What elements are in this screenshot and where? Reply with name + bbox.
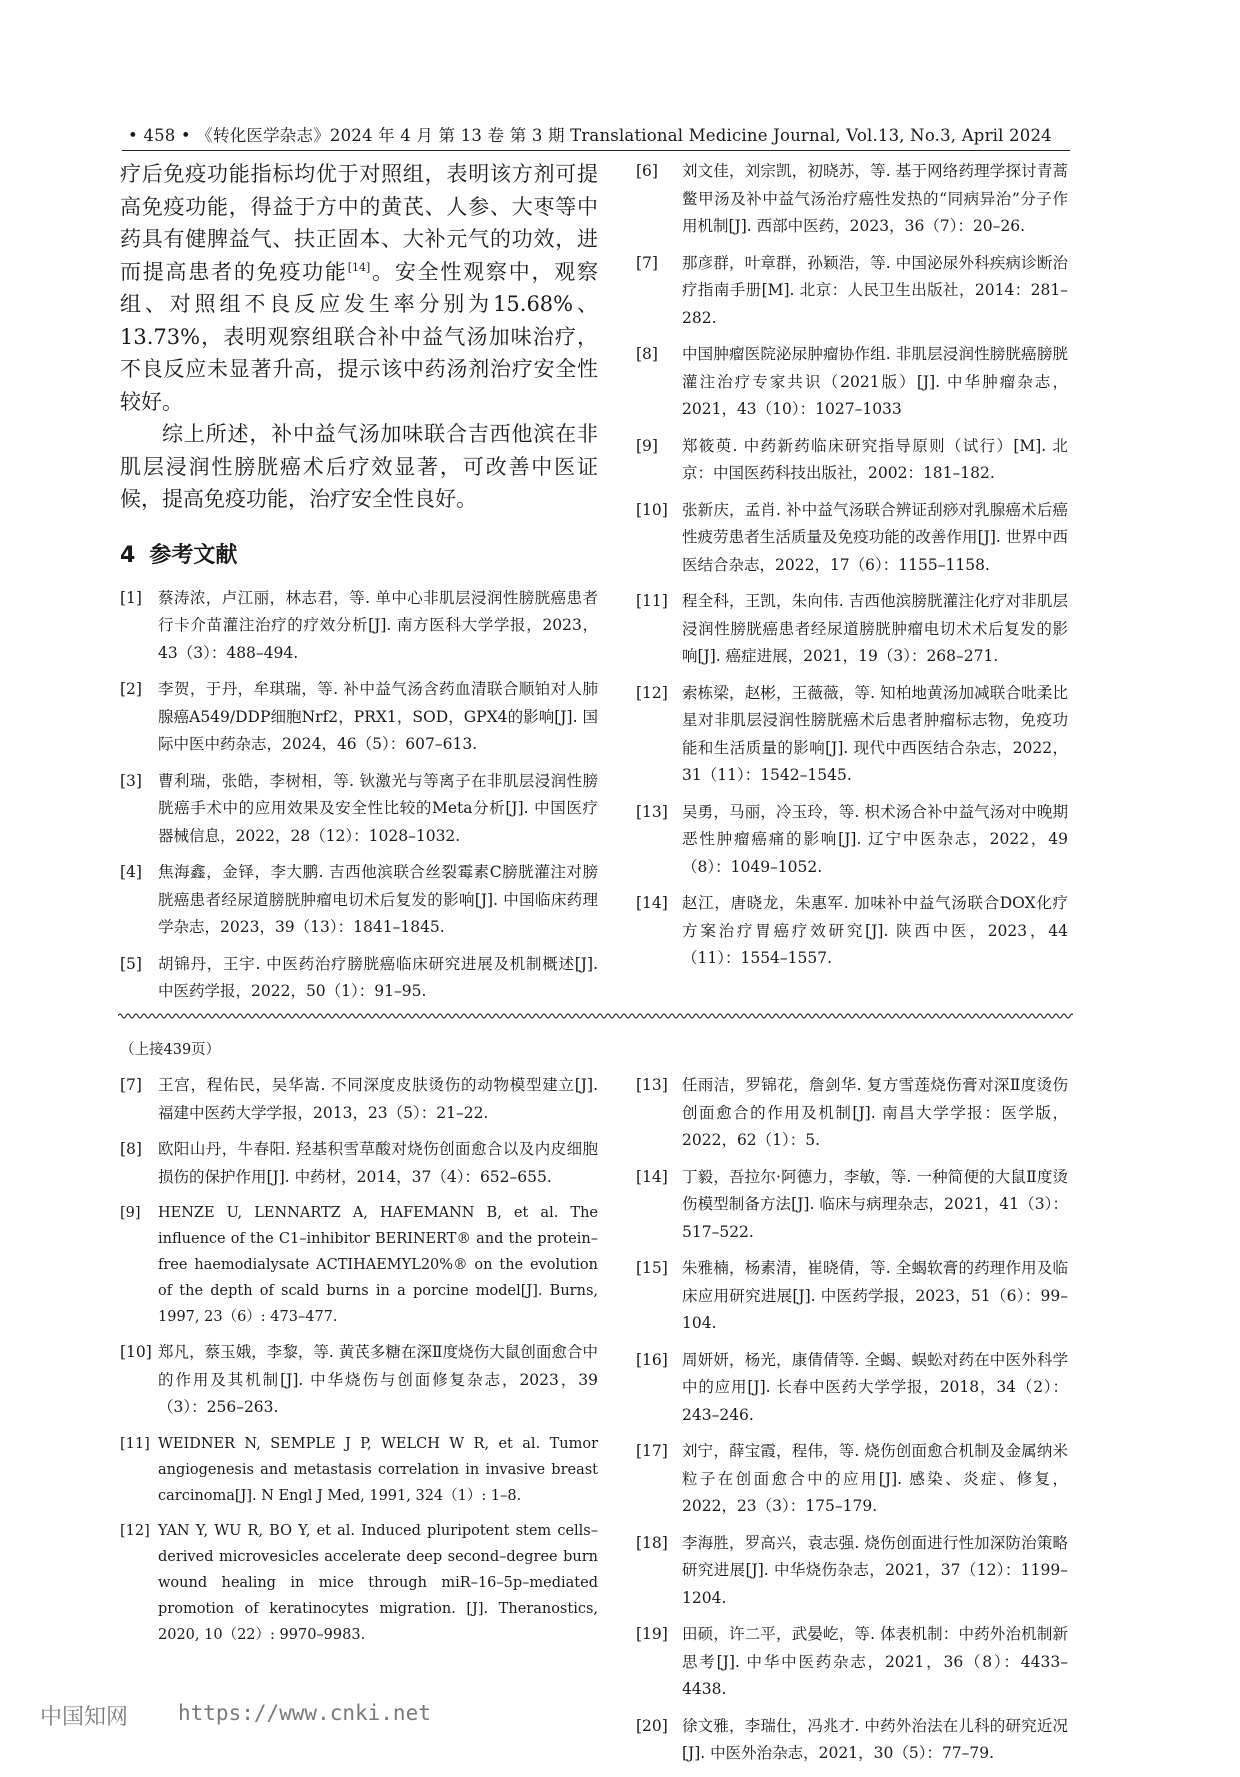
reference-item [120, 1339, 598, 1422]
reference-text: 那彦群，叶章群，孙颖浩，等. 中国泌尿外科疾病诊断治疗指南手册[M]. 北京：人民卫生出版社，2014：281–282. [682, 253, 1068, 327]
reference-item [636, 250, 1068, 333]
reference-number: [13] [636, 1076, 668, 1094]
reference-text: 丁毅，吾拉尔·阿德力，李敏，等. 一种简便的大鼠Ⅱ度烫伤模型制备方法[J]. 临床与病理杂志，2021，41（3）：517–522. [682, 1167, 1068, 1241]
right-column-top [636, 158, 1068, 982]
conclusion-paragraph: 综上所述，补中益气汤加味联合吉西他滨在非肌层浸润性膀胱癌术后疗效显著，可改善中医证候，提高免疫功能，治疗安全性良好。 [120, 422, 598, 511]
reference-item [120, 1518, 598, 1648]
reference-item [636, 158, 1068, 241]
reference-text: 田硕，许二平，武晏屹，等. 体表机制：中药外治机制新思考[J]. 中华中医药杂志，2021，36（8）：4433–4438. [682, 1625, 1068, 1698]
paragraph-text: 疗后免疫功能指标均优于对照组，表明该方剂可提高免疫功能，得益于方中的黄芪、人参、大枣等中药具有健脾益气、扶正固本、大补元气的功效，进而提高患者的免疫功能 [120, 162, 598, 284]
reference-text: 吴勇，马丽，冷玉玲，等. 枳术汤合补中益气汤对中晚期恶性肿瘤癌痛的影响[J]. 辽宁中医杂志，2022，49（8）：1049–1052. [682, 802, 1068, 876]
reference-list [636, 158, 1068, 973]
reference-text: 李贺，于丹，牟琪瑞，等. 补中益气汤含药血清联合顺铂对人肺腺癌A549/DDP细胞Nrf2，PRX1，SOD，GPX4的影响[J]. 国际中医中药杂志，2024，46（5）：607–613. [158, 680, 598, 753]
section-heading [120, 538, 598, 569]
body-paragraph [120, 158, 598, 418]
reference-text: 李海胜，罗高兴，袁志强. 烧伤创面进行性加深防治策略研究进展[J]. 中华烧伤杂志，2021，37（12）：1199–1204. [682, 1533, 1068, 1607]
reference-number: [20] [636, 1716, 668, 1735]
cnki-logo-text: 中国知网 [40, 1705, 129, 1730]
reference-number: [12] [120, 1522, 150, 1539]
citation-mark[interactable]: [14] [347, 260, 371, 274]
paragraph-text: 。安全性观察中，观察组、对照组不良反应发生率分别为15.68%、13.73%，表明观察组联合补中益气汤加味治疗，不良反应未显著升高，提示该中药汤剂治疗安全性较好。 [120, 259, 598, 414]
reference-number: [15] [636, 1259, 668, 1277]
reference-item [636, 341, 1068, 424]
reference-number: [16] [636, 1350, 668, 1369]
reference-item [636, 1713, 1068, 1768]
reference-list [120, 1072, 598, 1648]
reference-number: [14] [636, 1167, 668, 1186]
reference-number: [9] [120, 1205, 141, 1221]
reference-text: 任雨洁，罗锦花，詹剑华. 复方雪莲烧伤膏对深Ⅱ度烫伤创面愈合的作用及机制[J]. 南昌大学学报：医学版，2022，62（1）：5. [682, 1076, 1068, 1149]
reference-number: [11] [636, 592, 668, 610]
header-rule [122, 150, 1070, 151]
reference-item [636, 433, 1068, 488]
reference-text: 王宫，程佑民，吴华嵩. 不同深度皮肤烫伤的动物模型建立[J]. 福建中医药大学学报，2013，23（5）：21–22. [158, 1076, 598, 1122]
continued-from-note: （上接439页） [120, 1042, 221, 1058]
reference-item [120, 676, 598, 759]
reference-number: [12] [636, 683, 668, 702]
reference-list [120, 585, 598, 1006]
reference-text: 朱雅楠，杨素清，崔晓倩，等. 全蝎软膏的药理作用及临床应用研究进展[J]. 中医药学报，2023，51（6）：99–104. [682, 1259, 1068, 1332]
reference-number: [6] [636, 162, 658, 180]
reference-item [120, 1072, 598, 1127]
wavy-divider-line [118, 1014, 1073, 1018]
reference-item [636, 1164, 1068, 1247]
reference-item [636, 497, 1068, 580]
reference-number: [1] [120, 588, 142, 607]
reference-number: [11] [120, 1435, 150, 1452]
reference-text: 郑筱萸. 中药新药临床研究指导原则（试行）[M]. 北京：中国医药科技出版社，2002：181–182. [682, 436, 1068, 482]
reference-item [636, 799, 1068, 882]
reference-item [636, 1255, 1068, 1338]
reference-item [636, 680, 1068, 790]
reference-item [636, 1347, 1068, 1430]
reference-number: [3] [120, 771, 142, 790]
reference-item [636, 1530, 1068, 1613]
reference-item [120, 1431, 598, 1509]
reference-number: [7] [120, 1076, 142, 1094]
reference-item [120, 1136, 598, 1191]
reference-item [120, 585, 598, 668]
reference-number: [9] [636, 436, 658, 455]
reference-number: [18] [636, 1533, 668, 1552]
reference-item [120, 1200, 598, 1330]
reference-list [636, 1072, 1068, 1768]
reference-item [636, 1621, 1068, 1704]
reference-number: [13] [636, 802, 668, 821]
reference-number: [8] [120, 1140, 142, 1158]
reference-item [636, 1438, 1068, 1521]
reference-number: [8] [636, 345, 658, 363]
right-column-bottom [636, 1072, 1068, 1777]
running-head: • 458 • 《转化医学杂志》2024 年 4 月 第 13 卷 第 3 期 Translational Medicine Journal, Vol.13, No.3, April 2024 [128, 126, 1052, 145]
reference-text: 徐文雅，李瑞仕，冯兆才. 中药外治法在儿科的研究近况[J]. 中医外治杂志，2021，30（5）：77–79. [682, 1716, 1068, 1762]
reference-number: [10] [636, 500, 668, 519]
reference-item [636, 588, 1068, 671]
reference-text: 刘宁，薛宝霞，程伟，等. 烧伤创面愈合机制及金属纳米粒子在创面愈合中的应用[J]. 感染、炎症、修复，2022，23（3）：175–179. [682, 1442, 1068, 1515]
reference-text: 索栋梁，赵彬，王薇薇，等. 知柏地黄汤加减联合吡柔比星对非肌层浸润性膀胱癌术后患者肿瘤标志物，免疫功能和生活质量的影响[J]. 现代中西医结合杂志，2022，31（11）：1542–1545. [682, 683, 1068, 784]
reference-item [120, 859, 598, 942]
reference-number: [10] [120, 1343, 152, 1361]
wavy-divider [118, 1011, 1073, 1021]
section-number: 4 [120, 542, 136, 568]
section-title: 参考文献 [149, 542, 238, 568]
reference-number: [5] [120, 954, 142, 973]
reference-text: 刘文佳，刘宗凯，初晓苏，等. 基于网络药理学探讨青蒿鳖甲汤及补中益气汤治疗癌性发热的“同病异治”分子作用机制[J]. 西部中医药，2023，36（7）：20–26. [682, 162, 1068, 235]
left-column-bottom [120, 1072, 598, 1657]
reference-item [636, 890, 1068, 973]
reference-text: WEIDNER N, SEMPLE J P, WELCH W R, et al. Tumor angiogenesis and metastasis correlation in invasive breast carcinoma[J]. N Engl J Med, 1991, 324（1）: 1–8. [158, 1435, 598, 1504]
reference-text: 张新庆，孟肖. 补中益气汤联合辨证刮痧对乳腺癌术后癌性疲劳患者生活质量及免疫功能的改善作用[J]. 世界中西医结合杂志，2022，17（6）：1155–1158. [682, 500, 1068, 574]
reference-text: 欧阳山丹，牛春阳. 羟基积雪草酸对烧伤创面愈合以及内皮细胞损伤的保护作用[J]. 中药材，2014，37（4）：652–655. [158, 1140, 598, 1186]
reference-text: 周妍妍，杨光，康倩倩等. 全蝎、蜈蚣对药在中医外科学中的应用[J]. 长春中医药大学学报，2018，34（2）：243–246. [682, 1350, 1068, 1424]
reference-text: 赵江，唐晓龙，朱惠军. 加味补中益气汤联合DOX化疗方案治疗胃癌疗效研究[J]. 陕西中医，2023，44（11）：1554–1557. [682, 894, 1068, 967]
reference-number: [2] [120, 680, 142, 698]
reference-number: [17] [636, 1442, 668, 1460]
reference-text: 程全科，王凯，朱向伟. 吉西他滨膀胱灌注化疗对非肌层浸润性膀胱癌患者经尿道膀胱肿瘤电切术术后复发的影响[J]. 癌症进展，2021，19（3）：268–271. [682, 592, 1068, 665]
reference-text: 胡锦丹，王宇. 中医药治疗膀胱癌临床研究进展及机制概述[J]. 中医药学报，2022，50（1）：91–95. [158, 954, 598, 1000]
reference-text: 中国肿瘤医院泌尿肿瘤协作组. 非肌层浸润性膀胱癌膀胱灌注治疗专家共识（2021版）[J]. 中华肿瘤杂志，2021，43（10）：1027–1033 [682, 345, 1068, 418]
reference-item [120, 951, 598, 1006]
reference-text: 郑凡，蔡玉娥，李黎，等. 黄芪多糖在深Ⅱ度烧伤大鼠创面愈合中的作用及其机制[J]. 中华烧伤与创面修复杂志，2023，39（3）：256–263. [158, 1343, 598, 1416]
reference-text: 曹利瑞，张皓，李树相，等. 钬激光与等离子在非肌层浸润性膀胱癌手术中的应用效果及安全性比较的Meta分析[J]. 中国医疗器械信息，2022，28（12）：1028–1032. [158, 771, 598, 845]
reference-text: 蔡涛浓，卢江丽，林志君，等. 单中心非肌层浸润性膀胱癌患者行卡介苗灌注治疗的疗效分析[J]. 南方医科大学学报，2023，43（3）：488–494. [158, 588, 598, 662]
reference-text: 焦海鑫，金铎，李大鹏. 吉西他滨联合丝裂霉素C膀胱灌注对膀胱癌患者经尿道膀胱肿瘤电切术后复发的影响[J]. 中国临床药理学杂志，2023，39（13）：1841–1845. [158, 863, 598, 936]
reference-number: [14] [636, 894, 668, 912]
reference-text: HENZE U, LENNARTZ A, HAFEMANN B, et al. The influence of the C1–inhibitor BERINERT® and the protein–free haemodialysate ACTIHAEMYL20%® on the evolution of the depth of scald burns in a porcine model[J]. Burns, 1997, 23（6）: 473–477. [158, 1205, 598, 1325]
reference-number: [19] [636, 1625, 668, 1643]
reference-item [120, 768, 598, 851]
reference-item [636, 1072, 1068, 1155]
reference-number: [7] [636, 253, 658, 272]
footer-url-link[interactable]: https://www.cnki.net [178, 1701, 431, 1725]
reference-number: [4] [120, 863, 142, 881]
reference-text: YAN Y, WU R, BO Y, et al. Induced pluripotent stem cells–derived microvesicles accelerate deep second–degree burn wound healing in mice through miR–16–5p–mediated promotion of keratinocytes migration. [J]. Theranostics, 2020, 10（22）: 9970–9983. [158, 1522, 598, 1643]
left-column-top [120, 158, 598, 1015]
